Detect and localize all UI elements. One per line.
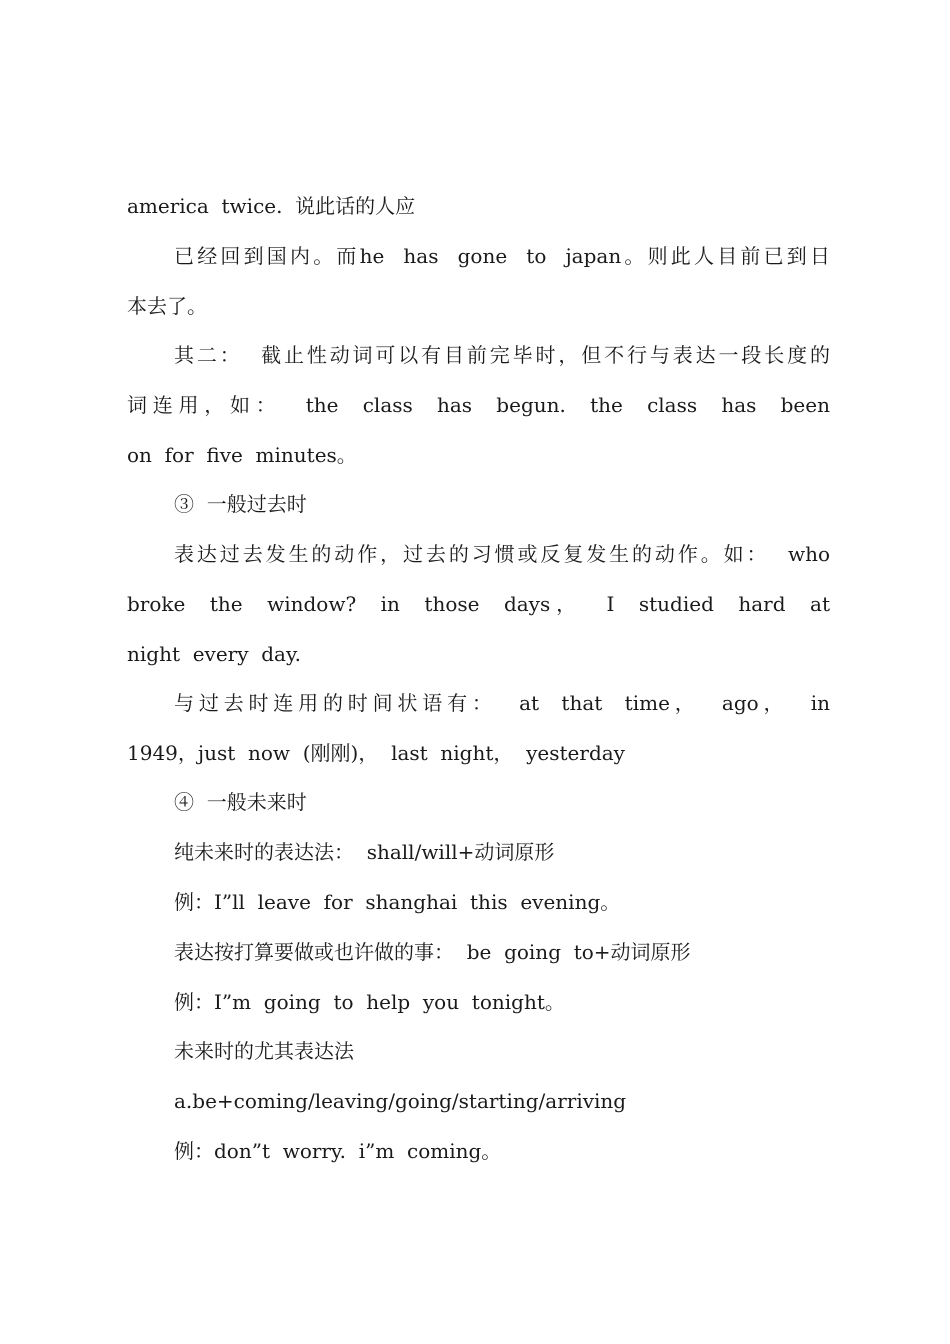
- text-line-12: 1949，just now (刚刚)， last night， yesterday: [127, 741, 625, 765]
- text-line-3: 本去了。: [127, 294, 207, 318]
- text-line-14: 纯未来时的表达法： shall/will+动词原形: [174, 840, 555, 864]
- text-line-4: 其二： 截止性动词可以有目前完毕时，但不行与表达一段长度的: [174, 343, 830, 367]
- text-line-18: 未来时的尤其表达法: [174, 1039, 354, 1063]
- text-line-15: 例：I”ll leave for shanghai this evening。: [174, 890, 621, 914]
- text-line-20: 例：don”t worry. i”m coming。: [174, 1139, 502, 1163]
- text-line-5: 词连用，如： the class has begun. the class has been: [127, 393, 830, 417]
- text-line-9: broke the window? in those days， I studied hard at: [127, 592, 830, 616]
- section-heading-past-tense: ③ 一般过去时: [174, 492, 307, 516]
- text-line-11: 与过去时连用的时间状语有： at that time， ago， in: [174, 691, 830, 715]
- text-line-1: america twice. 说此话的人应: [127, 194, 416, 218]
- text-line-17: 例：I”m going to help you tonight。: [174, 990, 565, 1014]
- text-line-8: 表达过去发生的动作，过去的习惯或反复发生的动作。如： who: [174, 542, 830, 566]
- text-line-2: 已经回到国内。而he has gone to japan。则此人目前已到日: [174, 244, 830, 268]
- section-heading-future-tense: ④ 一般未来时: [174, 790, 307, 814]
- text-line-16: 表达按打算要做或也许做的事： be going to+动词原形: [174, 940, 691, 964]
- text-line-19: a.be+coming/leaving/going/starting/arriving: [174, 1089, 627, 1113]
- text-line-10: night every day.: [127, 642, 301, 666]
- text-line-6: on for five minutes。: [127, 443, 357, 467]
